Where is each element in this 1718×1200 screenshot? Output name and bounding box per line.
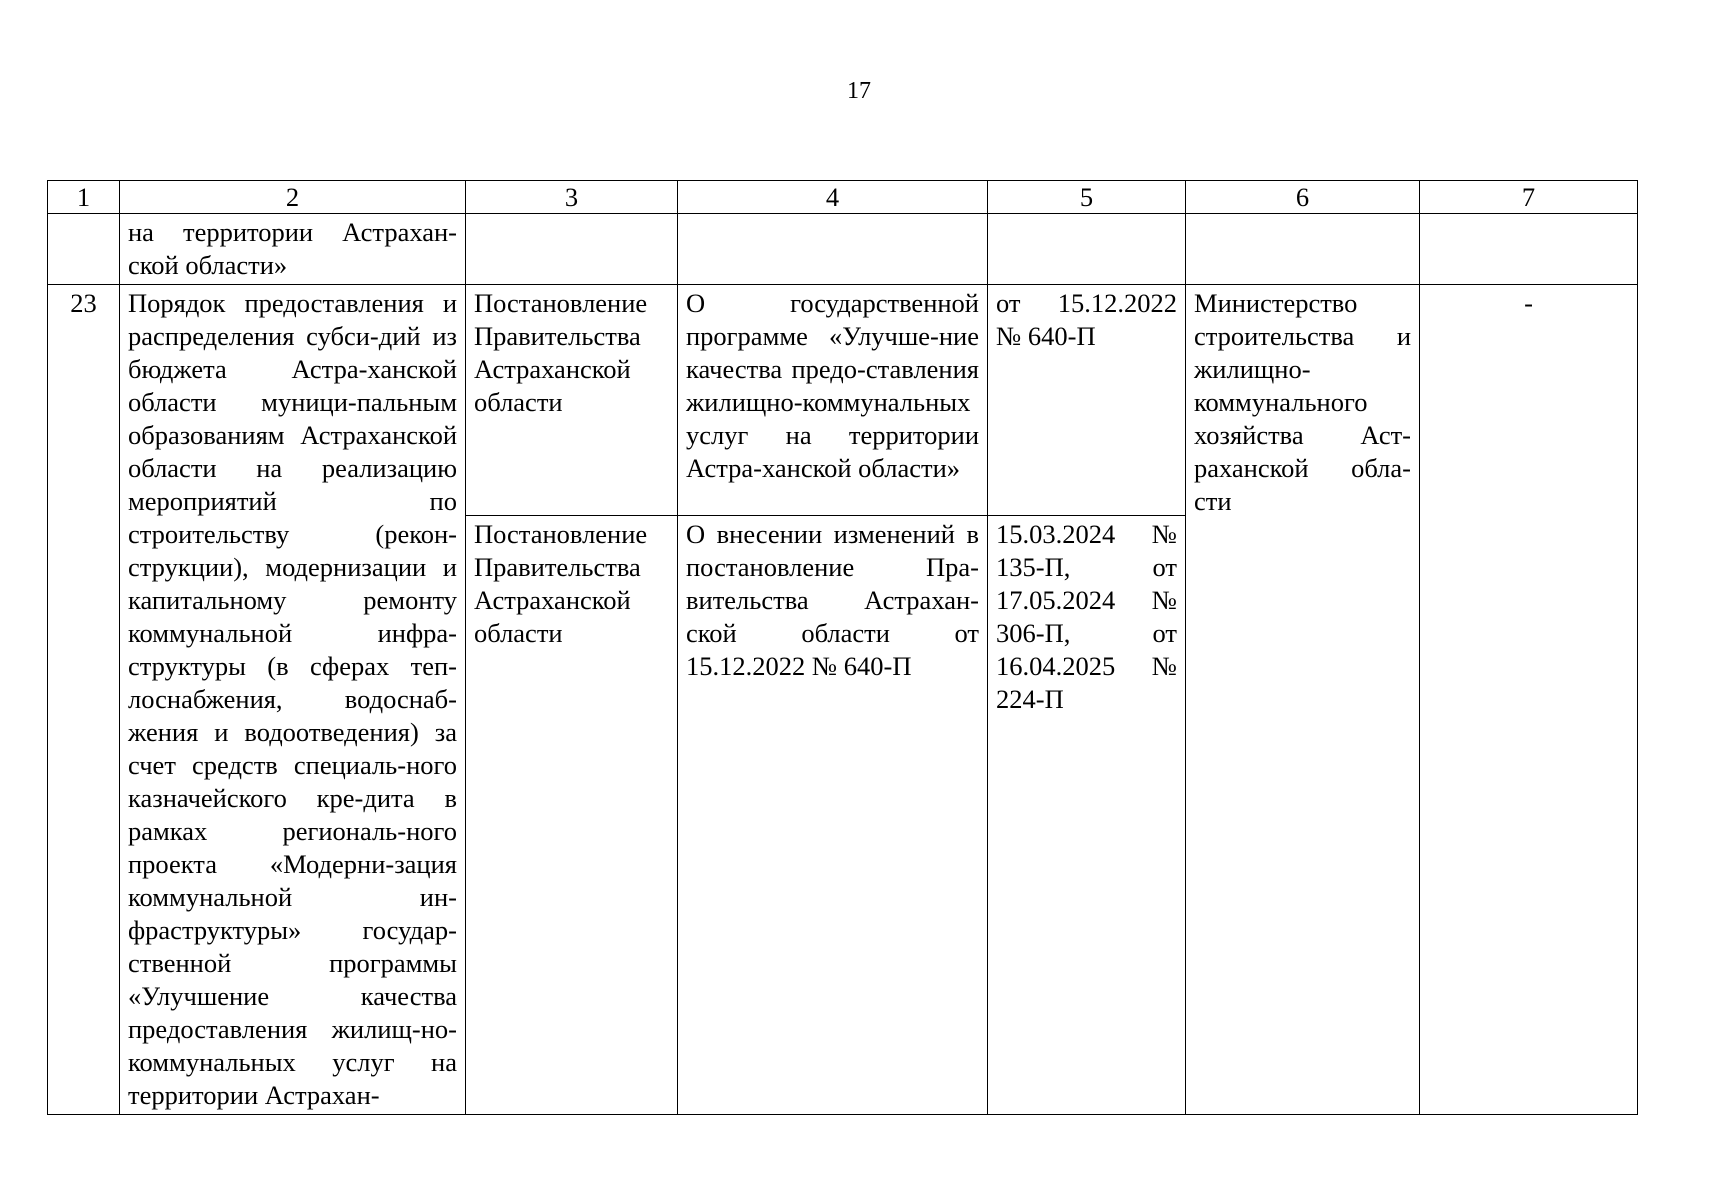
doc-type-1: Постановление Правительства Астраханской области — [466, 285, 678, 516]
regulation-name: Порядок предоставления и распределения субси-дий из бюджета Астра-ханской области муници-пальным образованиям Астраханской области на реализацию мероприятий по строительству (рекон-струкции), модернизации и капитальному ремонту коммунальной инфра-структуры (в сферах теп-лоснабжения, водоснаб-жения и водоотведения) за счет средств специаль-ного казначейского кре-дита в рамках региональ-ного проекта «Модерни-зация коммунальной ин-фраструктуры» государ-ственной программы «Улучшение качества предоставления жилищ-но-коммунальных услуг на территории Астрахан- — [120, 285, 466, 1115]
header-col-5: 5 — [988, 181, 1186, 214]
header-col-4: 4 — [678, 181, 988, 214]
doc-date-1: от 15.12.2022 № 640-П — [988, 285, 1186, 516]
cell-executor — [1186, 214, 1420, 285]
doc-title-2: О внесении изменений в постановление Пра-вительства Астрахан-ской области от 15.12.2022 № 640-П — [678, 516, 988, 1115]
doc-type-2: Постановление Правительства Астраханской области — [466, 516, 678, 1115]
table-row-continuation — [48, 214, 1638, 285]
cell-name: на территории Астрахан-ской области» — [120, 214, 466, 285]
cell-note — [1420, 214, 1638, 285]
header-col-1: 1 — [48, 181, 120, 214]
cell-doc-date — [988, 214, 1186, 285]
header-col-7: 7 — [1420, 181, 1638, 214]
executor: Министерство строительства и жилищно-коммунального хозяйства Аст-раханской обла-сти — [1186, 285, 1420, 1115]
page-number: 17 — [847, 78, 871, 104]
cell-doc-title — [678, 214, 988, 285]
cell-doc-type — [466, 214, 678, 285]
doc-title-1: О государственной программе «Улучше-ние качества предо-ставления жилищно-коммунальных услуг на территории Астра-ханской области» — [678, 285, 988, 516]
regulation-table — [47, 180, 1638, 1115]
header-col-2: 2 — [120, 181, 466, 214]
header-col-3: 3 — [466, 181, 678, 214]
table-row-23 — [48, 285, 1638, 516]
cell-number — [48, 214, 120, 285]
header-col-6: 6 — [1186, 181, 1420, 214]
note: - — [1420, 285, 1638, 1115]
row-number: 23 — [48, 285, 120, 1115]
header-row — [48, 181, 1638, 214]
doc-date-2: 15.03.2024 № 135-П, от 17.05.2024 № 306-П, от 16.04.2025 № 224-П — [988, 516, 1186, 1115]
